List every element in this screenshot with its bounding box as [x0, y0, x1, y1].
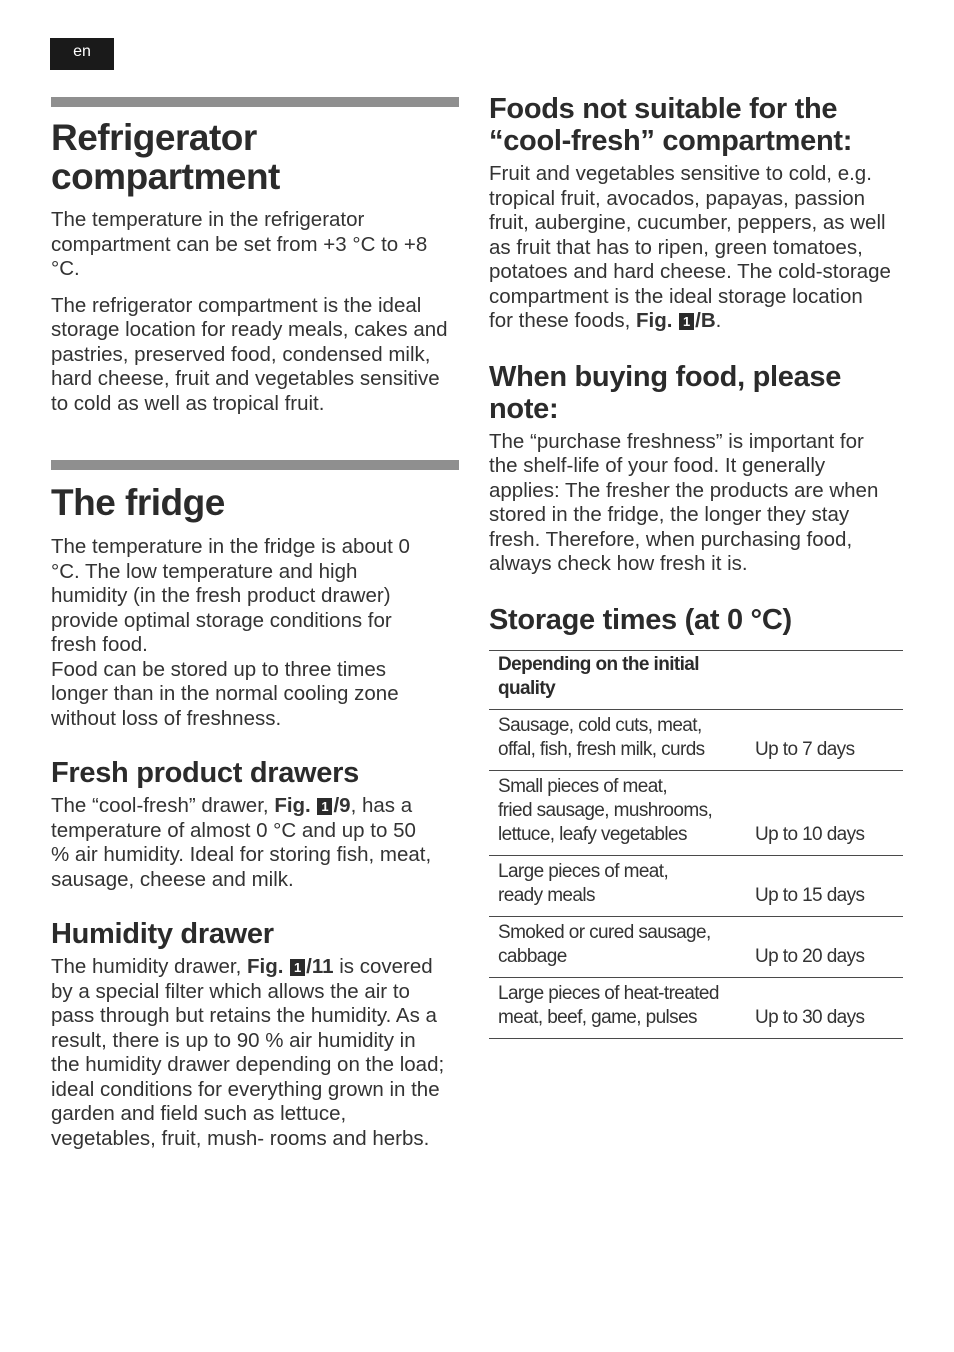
humidity-drawer-text-before: The humidity drawer,	[51, 955, 247, 978]
food-cell: Sausage, cold cuts, meat, offal, fish, fresh milk, curds	[489, 709, 746, 770]
not-suitable-paragraph	[489, 162, 891, 334]
right-column	[489, 0, 903, 1039]
figure-number-icon: 1	[679, 313, 694, 330]
food-cell: Large pieces of heat-treated meat, beef, game, pulses	[489, 977, 746, 1038]
not-suitable-text-before: Fruit and vegetables sensitive to cold, e.g. tropical fruit, avocados, papayas, passion fruit, aubergine, cucumber, peppers, as well as fruit that has to ripen, green tomatoes, potatoes and hard cheese. The cold-storage compartment is the ideal storage location for these foods,	[489, 162, 891, 332]
refrigerator-paragraph-1: The temperature in the refrigerator compartment can be set from +3 °C to +8 °C.	[51, 208, 428, 280]
fridge-paragraph-2: Food can be stored up to three times longer than in the normal cooling zone without loss of freshness.	[51, 657, 399, 730]
fig-ref: /B	[695, 309, 716, 332]
table-row	[489, 916, 903, 977]
table-row	[489, 770, 903, 855]
time-cell: Up to 20 days	[746, 916, 903, 977]
fridge-heading: The fridge	[51, 482, 225, 523]
table-header: Depending on the initial quality	[489, 650, 903, 709]
figure-number-icon: 1	[290, 959, 305, 976]
time-cell: Up to 10 days	[746, 770, 903, 855]
food-cell: Large pieces of meat, ready meals	[489, 855, 746, 916]
figure-number-icon: 1	[317, 798, 332, 815]
table-row	[489, 977, 903, 1038]
refrigerator-paragraph-2: The refrigerator compartment is the ideal storage location for ready meals, cakes and pastries, preserved food, condensed milk, hard cheese, fruit and vegetables sensitive to cold as well as tropical fruit.	[51, 293, 448, 415]
fresh-drawers-heading: Fresh product drawers	[51, 757, 359, 789]
time-cell: Up to 15 days	[746, 855, 903, 916]
fresh-drawers-text-before: The “cool-fresh” drawer,	[51, 794, 275, 817]
food-cell: Smoked or cured sausage, cabbage	[489, 916, 746, 977]
fig-ref: /9	[333, 794, 351, 817]
table-header-row	[489, 650, 903, 709]
humidity-drawer-paragraph	[51, 955, 447, 1151]
table-row	[489, 855, 903, 916]
humidity-drawer-text-after: is covered by a special filter which allows the air to pass through but retains the humidity. As a result, there is up to 90 % air humidity in the humidity drawer depending on the load; ideal conditions for everything grown in the garden and field such as lettuce, vegetables, fruit, mush- rooms and herbs.	[51, 955, 445, 1150]
time-cell: Up to 7 days	[746, 709, 903, 770]
fresh-drawers-text-after: , has a temperature of almost 0 °C and up to 50 % air humidity. Ideal for storing fish, meat, sausage, cheese and milk.	[51, 794, 432, 891]
not-suitable-heading: Foods not suitable for the “cool-fresh” compartment:	[489, 93, 853, 157]
fig-label: Fig.	[246, 955, 284, 978]
buying-heading: When buying food, please note:	[489, 360, 842, 425]
not-suitable-text-after: .	[715, 309, 722, 332]
fridge-paragraph-1: The temperature in the fridge is about 0 °C. The low temperature and high humidity (in the fresh product drawer) provide optimal storage conditions for fresh food.	[51, 535, 410, 656]
storage-heading: Storage times (at 0 °C)	[489, 603, 792, 636]
buying-paragraph: The “purchase freshness” is important for the shelf-life of your food. It generally applies: The fresher the products are when stored in the fridge, the longer they stay fresh. Therefore, when purchasing food, always check how fresh it is.	[489, 429, 879, 575]
fresh-drawers-paragraph	[51, 794, 433, 892]
fig-label: Fig.	[274, 794, 311, 817]
humidity-drawer-heading: Humidity drawer	[51, 918, 274, 950]
language-tab: en	[50, 38, 114, 70]
food-cell: Small pieces of meat, fried sausage, mushrooms, lettuce, leafy vegetables	[489, 770, 746, 855]
storage-times-table	[489, 650, 903, 1039]
fig-ref: /11	[306, 955, 334, 978]
time-cell: Up to 30 days	[746, 977, 903, 1038]
fig-label: Fig.	[636, 309, 673, 332]
refrigerator-heading: Refrigerator compartment	[51, 117, 280, 197]
section-rule	[51, 460, 459, 470]
table-row	[489, 709, 903, 770]
section-rule	[51, 97, 459, 107]
left-column	[51, 0, 459, 1151]
